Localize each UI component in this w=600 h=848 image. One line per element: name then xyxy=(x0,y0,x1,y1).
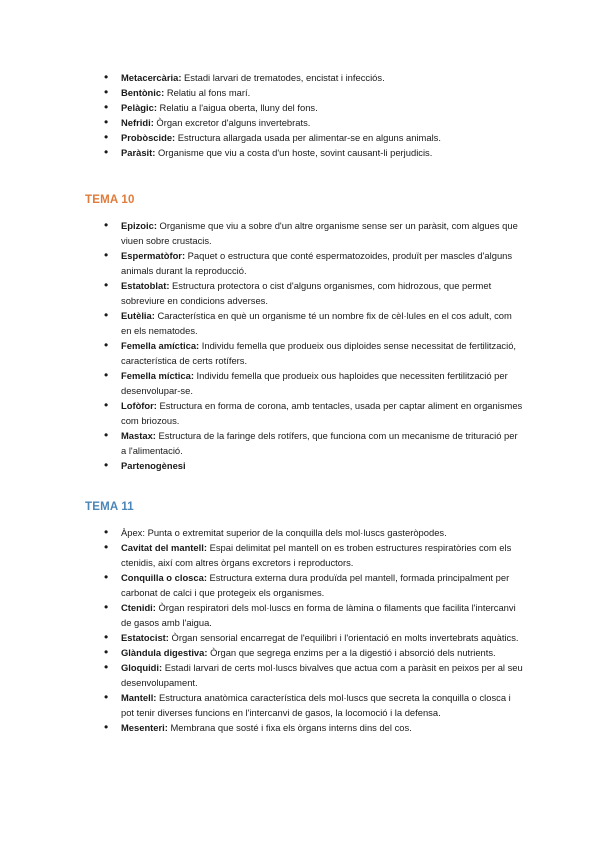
definition: Àpex: Punta o extremitat superior de la conquilla dels mol·luscs gasteròpodes. xyxy=(121,527,447,538)
definition: Estructura anatòmica característica dels mol·luscs que secreta la conquilla o closca i pot tenir diverses funcions en l'intercanvi de gasos, la locomoció i la defensa. xyxy=(121,692,511,718)
term: Probòscide: xyxy=(121,132,176,143)
list-item xyxy=(104,398,524,428)
list-item xyxy=(104,218,524,248)
definition: Estructura de la faringe dels rotífers, que funciona com un mecanisme de trituració per a l'alimentació. xyxy=(121,430,518,456)
term: Conquilla o closca: xyxy=(121,572,207,583)
definition: Individu femella que produeix ous haploides que necessiten fertilització per desenvolupar-se. xyxy=(121,370,508,396)
definition: Relatiu a l'aigua oberta, lluny del fons. xyxy=(156,102,318,113)
term: Eutèlia: xyxy=(121,310,155,321)
term: Epizoic: xyxy=(121,220,157,231)
list-item xyxy=(104,338,524,368)
term: Lofòfor: xyxy=(121,400,157,411)
term: Estatocist: xyxy=(121,632,169,643)
term: Metacercària: xyxy=(121,72,182,83)
term: Bentònic: xyxy=(121,87,165,98)
definition: Estructura externa dura produïda pel mantell, formada principalment per carbonat de calci i que protegeix els organismes. xyxy=(121,572,510,598)
term: Mastax: xyxy=(121,430,156,441)
definition: Membrana que sosté i fixa els òrgans interns dins del cos. xyxy=(167,722,412,733)
list-item xyxy=(104,248,524,278)
definition: Estadi larvari de trematodes, encistat i infecciós. xyxy=(181,72,385,83)
list-item xyxy=(104,690,524,720)
definition: Paquet o estructura que conté espermatozoides, produït per mascles d'alguns animals durant la reproducció. xyxy=(121,250,513,276)
definition: Espai delimitat pel mantell on es troben estructures respiratòries com els ctenidis, així com altres òrgans excretors i reproductors. xyxy=(121,542,512,568)
definition: Estructura en forma de corona, amb tentacles, usada per captar aliment en organismes com briozous. xyxy=(121,400,523,426)
list-item xyxy=(104,368,524,398)
definition: Òrgan respiratori dels mol·luscs en forma de làmina o filaments que facilita l'intercanvi de gasos amb l'aigua. xyxy=(121,602,516,628)
definition: Estructura protectora o cist d'alguns organismes, com hidrozous, que permet sobreviure en condicions adverses. xyxy=(121,280,492,306)
list-item xyxy=(104,458,524,473)
list-item xyxy=(104,540,524,570)
list-item xyxy=(104,130,524,145)
list-item xyxy=(104,85,524,100)
term: Gloquidi: xyxy=(121,662,163,673)
list-item xyxy=(104,525,524,540)
term: Estatoblat: xyxy=(121,280,170,291)
term: Nefridi: xyxy=(121,117,154,128)
term: Mantell: xyxy=(121,692,157,703)
definition: Estructura allargada usada per alimentar-se en alguns animals. xyxy=(175,132,441,143)
term: Cavitat del mantell: xyxy=(121,542,207,553)
list-item xyxy=(104,308,524,338)
definition: Característica en què un organisme té un nombre fix de cèl·lules en el cos adult, com en els nematodes. xyxy=(121,310,512,336)
term: Partenogènesi xyxy=(121,460,186,471)
definition: Òrgan sensorial encarregat de l'equilibri i l'orientació en molts invertebrats aquàtics. xyxy=(168,632,519,643)
glossary-list xyxy=(104,218,524,473)
section-heading: TEMA 10 xyxy=(85,194,135,206)
term: Femella míctica: xyxy=(121,370,194,381)
definition: Òrgan que segrega enzims per a la digestió i absorció dels nutrients. xyxy=(207,647,496,658)
list-item xyxy=(104,428,524,458)
glossary-list xyxy=(104,525,524,735)
list-item xyxy=(104,145,524,160)
list-item xyxy=(104,70,524,85)
list-item xyxy=(104,600,524,630)
definition: Individu femella que produeix ous diploides sense necessitat de fertilització, característica de certs rotífers. xyxy=(121,340,517,366)
list-item xyxy=(104,720,524,735)
definition: Organisme que viu a costa d'un hoste, sovint causant-li perjudicis. xyxy=(155,147,433,158)
list-item xyxy=(104,645,524,660)
term: Mesenteri: xyxy=(121,722,168,733)
section-heading: TEMA 11 xyxy=(85,501,134,513)
definition: Organisme que viu a sobre d'un altre organisme sense ser un paràsit, com algues que viuen sobre crustacis. xyxy=(121,220,518,246)
term: Glàndula digestiva: xyxy=(121,647,208,658)
term: Pelàgic: xyxy=(121,102,157,113)
glossary-list xyxy=(104,70,524,160)
term: Ctenidi: xyxy=(121,602,156,613)
list-item xyxy=(104,630,524,645)
definition: Relatiu al fons marí. xyxy=(164,87,251,98)
term: Femella amíctica: xyxy=(121,340,200,351)
term: Espermatòfor: xyxy=(121,250,186,261)
definition: Òrgan excretor d'alguns invertebrats. xyxy=(153,117,311,128)
list-item xyxy=(104,278,524,308)
list-item xyxy=(104,100,524,115)
term: Paràsit: xyxy=(121,147,156,158)
list-item xyxy=(104,570,524,600)
list-item xyxy=(104,115,524,130)
definition: Estadi larvari de certs mol·luscs bivalves que actua com a paràsit en peixos per al seu desenvolupament. xyxy=(121,662,523,688)
list-item xyxy=(104,660,524,690)
